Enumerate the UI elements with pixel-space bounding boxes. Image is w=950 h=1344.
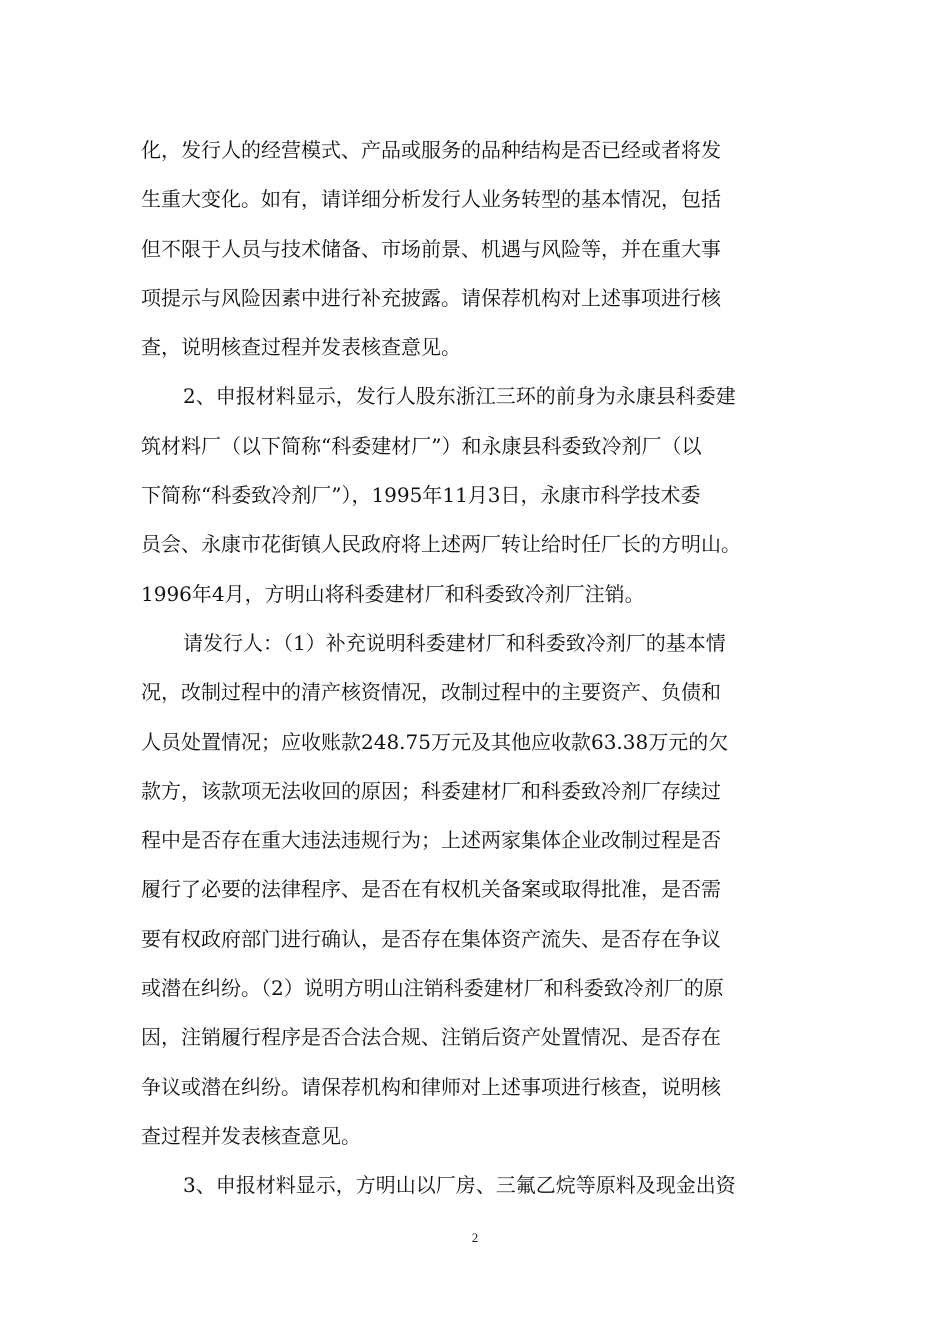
paragraph-start-line: 3、申报材料显示，方明山以厂房、三氟乙烷等原料及现金出资 [183,1173,736,1198]
text-line: 履行了必要的法律程序、是否在有权机关备案或取得批准，是否需 [141,877,721,902]
text-line: 因，注销履行程序是否合法合规、注销后资产处置情况、是否存在 [141,1025,721,1050]
text-line: 下简称“科委致冷剂厂”），1995年11月3日，永康市科学技术委 [141,483,701,508]
text-line: 查过程并发表核查意见。 [141,1123,361,1148]
paragraph-start-line: 请发行人：（1）补充说明科委建材厂和科委致冷剂厂的基本情 [183,630,726,655]
text-line: 员会、永康市花街镇人民政府将上述两厂转让给时任厂长的方明山。 [141,532,741,557]
paragraph-start-line: 2、申报材料显示，发行人股东浙江三环的前身为永康县科委建 [183,384,736,409]
text-line: 争议或潜在纠纷。请保荐机构和律师对上述事项进行核查，说明核 [141,1074,721,1099]
text-line: 或潜在纠纷。（2）说明方明山注销科委建材厂和科委致冷剂厂的原 [141,976,724,1001]
text-line: 要有权政府部门进行确认，是否存在集体资产流失、是否存在争议 [141,926,721,951]
text-line: 项提示与风险因素中进行补充披露。请保荐机构对上述事项进行核 [141,285,721,310]
text-line: 况，改制过程中的清产核资情况，改制过程中的主要资产、负债和 [141,680,721,705]
text-line: 但不限于人员与技术储备、市场前景、机遇与风险等，并在重大事 [141,236,721,261]
text-line: 生重大变化。如有，请详细分析发行人业务转型的基本情况，包括 [141,187,721,212]
text-line: 程中是否存在重大违法违规行为；上述两家集体企业改制过程是否 [141,828,721,853]
text-line: 筑材料厂（以下简称“科委建材厂”）和永康县科委致冷剂厂（以 [141,433,702,458]
text-line: 1996年4月，方明山将科委建材厂和科委致冷剂厂注销。 [141,581,645,606]
text-line: 款方，该款项无法收回的原因；科委建材厂和科委致冷剂厂存续过 [141,778,721,803]
body-text [141,126,813,1211]
text-line: 化，发行人的经营模式、产品或服务的品种结构是否已经或者将发 [141,138,721,162]
text-line: 人员处置情况；应收账款248.75万元及其他应收款63.38万元的欠 [141,729,729,754]
text-line: 查，说明核查过程并发表核查意见。 [141,335,461,360]
page-number: 2 [471,1230,479,1245]
